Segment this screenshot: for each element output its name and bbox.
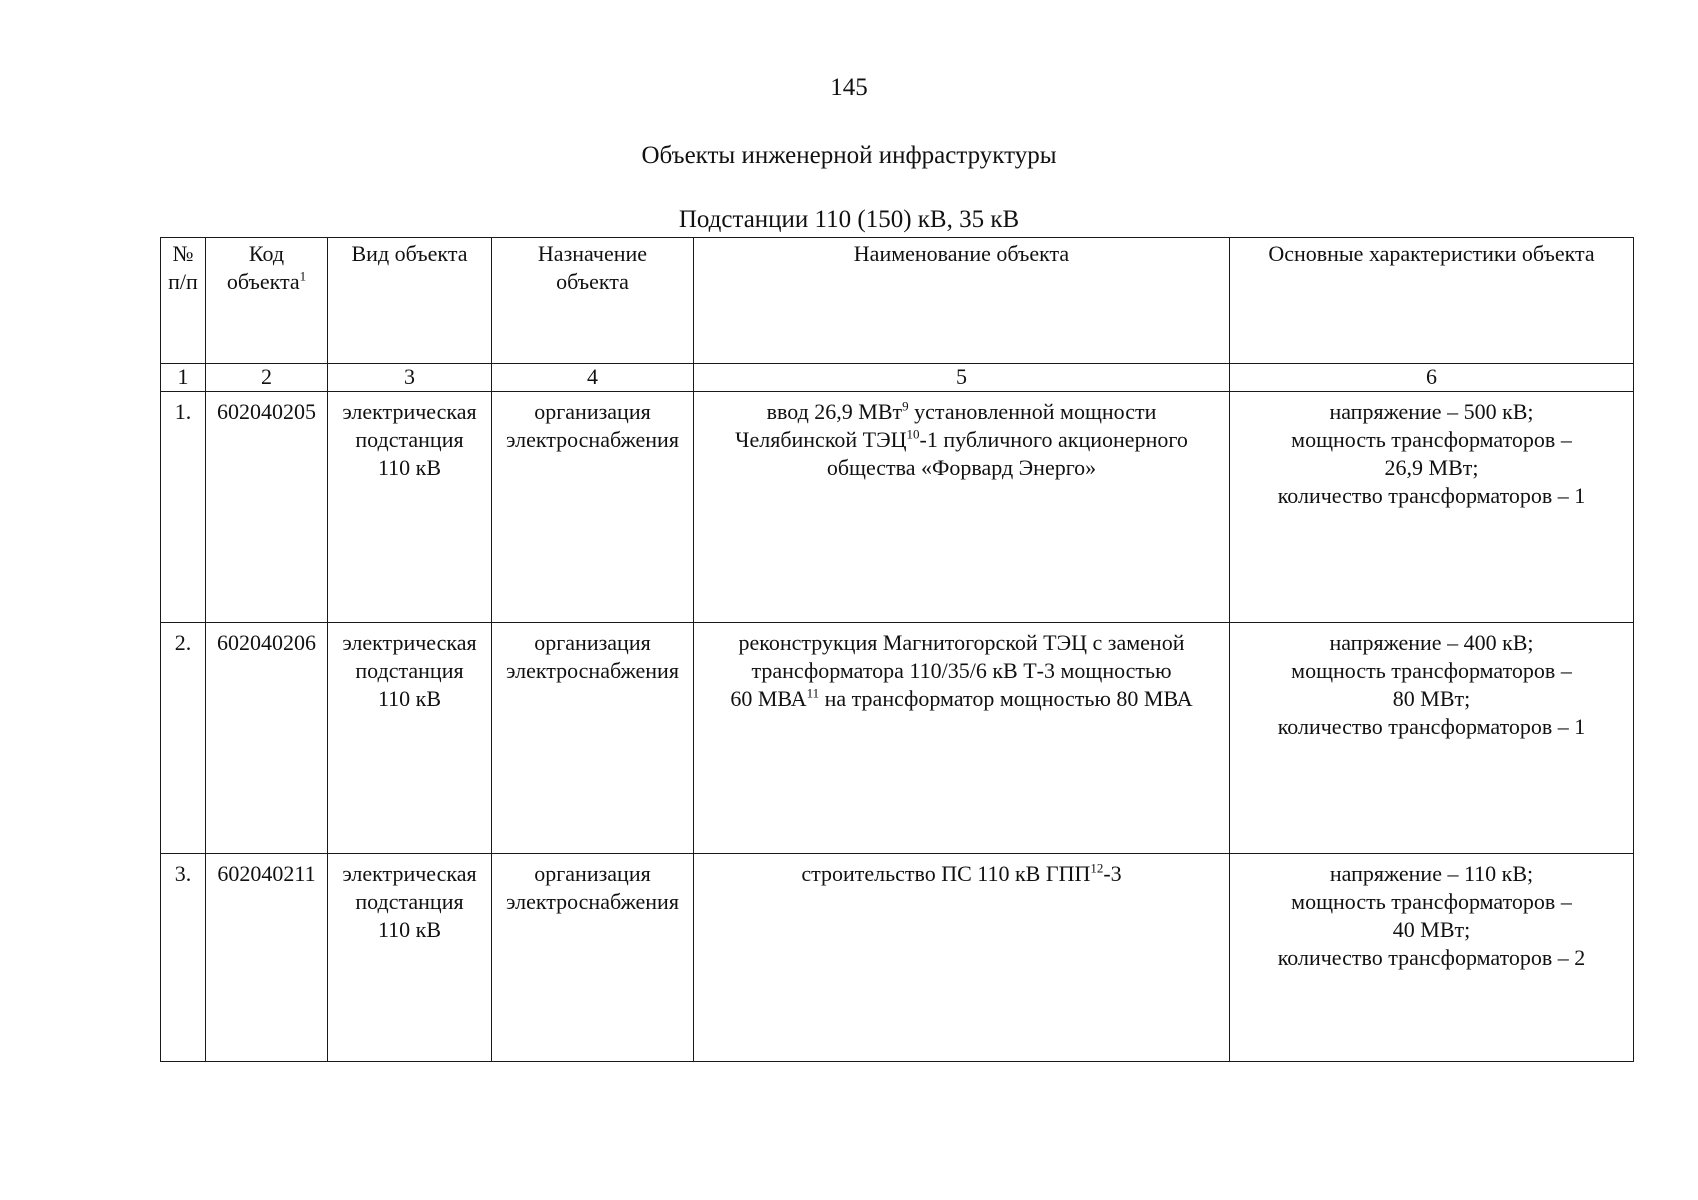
object-type: электрическая подстанция 110 кВ: [328, 392, 492, 623]
table-caption: Подстанции 110 (150) кВ, 35 кВ: [678, 206, 1020, 233]
object-purpose: организация электроснабжения: [492, 392, 694, 623]
table-row: [161, 392, 1634, 623]
object-characteristics: напряжение – 500 кВ; мощность трансформаторов – 26,9 МВт; количество трансформаторов – 1: [1230, 392, 1634, 623]
column-number-row: [161, 364, 1634, 392]
footnote-marker: 12: [1090, 860, 1104, 876]
footnote-marker: 11: [806, 685, 820, 701]
table-header-row: [161, 238, 1634, 364]
object-name: реконструкция Магнитогорской ТЭЦ с заменой трансформатора 110/35/6 кВ Т-3 мощностью 60 МВА$^{11}$ на трансформатор мощностью 80 МВА: [694, 623, 1230, 854]
footnote-marker: 9: [902, 398, 909, 414]
object-code: 602040206: [206, 623, 328, 854]
header-name: Наименование объекта: [694, 238, 1230, 364]
row-number: 2.: [161, 623, 206, 854]
page-number: 145: [830, 74, 868, 101]
row-number: 1.: [161, 392, 206, 623]
header-no: № п/п: [161, 238, 206, 364]
document-title: Объекты инженерной инфраструктуры: [641, 142, 1057, 169]
column-number: 4: [492, 364, 694, 392]
infrastructure-table: [160, 237, 1634, 1062]
row-number: 3.: [161, 854, 206, 1062]
object-name: строительство ПС 110 кВ ГПП$^{12}$-3: [694, 854, 1230, 1062]
object-code: 602040211: [206, 854, 328, 1062]
column-number: 2: [206, 364, 328, 392]
object-type: электрическая подстанция 110 кВ: [328, 854, 492, 1062]
header-code: Код объекта$^1$: [206, 238, 328, 364]
table-row: [161, 854, 1634, 1062]
object-code: 602040205: [206, 392, 328, 623]
header-type: Вид объекта: [328, 238, 492, 364]
column-number: 3: [328, 364, 492, 392]
column-number: 6: [1230, 364, 1634, 392]
object-purpose: организация электроснабжения: [492, 854, 694, 1062]
object-type: электрическая подстанция 110 кВ: [328, 623, 492, 854]
column-number: 1: [161, 364, 206, 392]
footnote-marker: 1: [299, 268, 307, 284]
object-purpose: организация электроснабжения: [492, 623, 694, 854]
object-characteristics: напряжение – 110 кВ; мощность трансформаторов – 40 МВт; количество трансформаторов – 2: [1230, 854, 1634, 1062]
table-row: [161, 623, 1634, 854]
header-characteristics: Основные характеристики объекта: [1230, 238, 1634, 364]
footnote-marker: 10: [906, 426, 920, 442]
column-number: 5: [694, 364, 1230, 392]
object-name: ввод 26,9 МВт$^9$ установленной мощности Челябинской ТЭЦ$^{10}$-1 публичного акционерного общества «Форвард Энерго»: [694, 392, 1230, 623]
header-purpose: Назначение объекта: [492, 238, 694, 364]
object-characteristics: напряжение – 400 кВ; мощность трансформаторов – 80 МВт; количество трансформаторов – 1: [1230, 623, 1634, 854]
